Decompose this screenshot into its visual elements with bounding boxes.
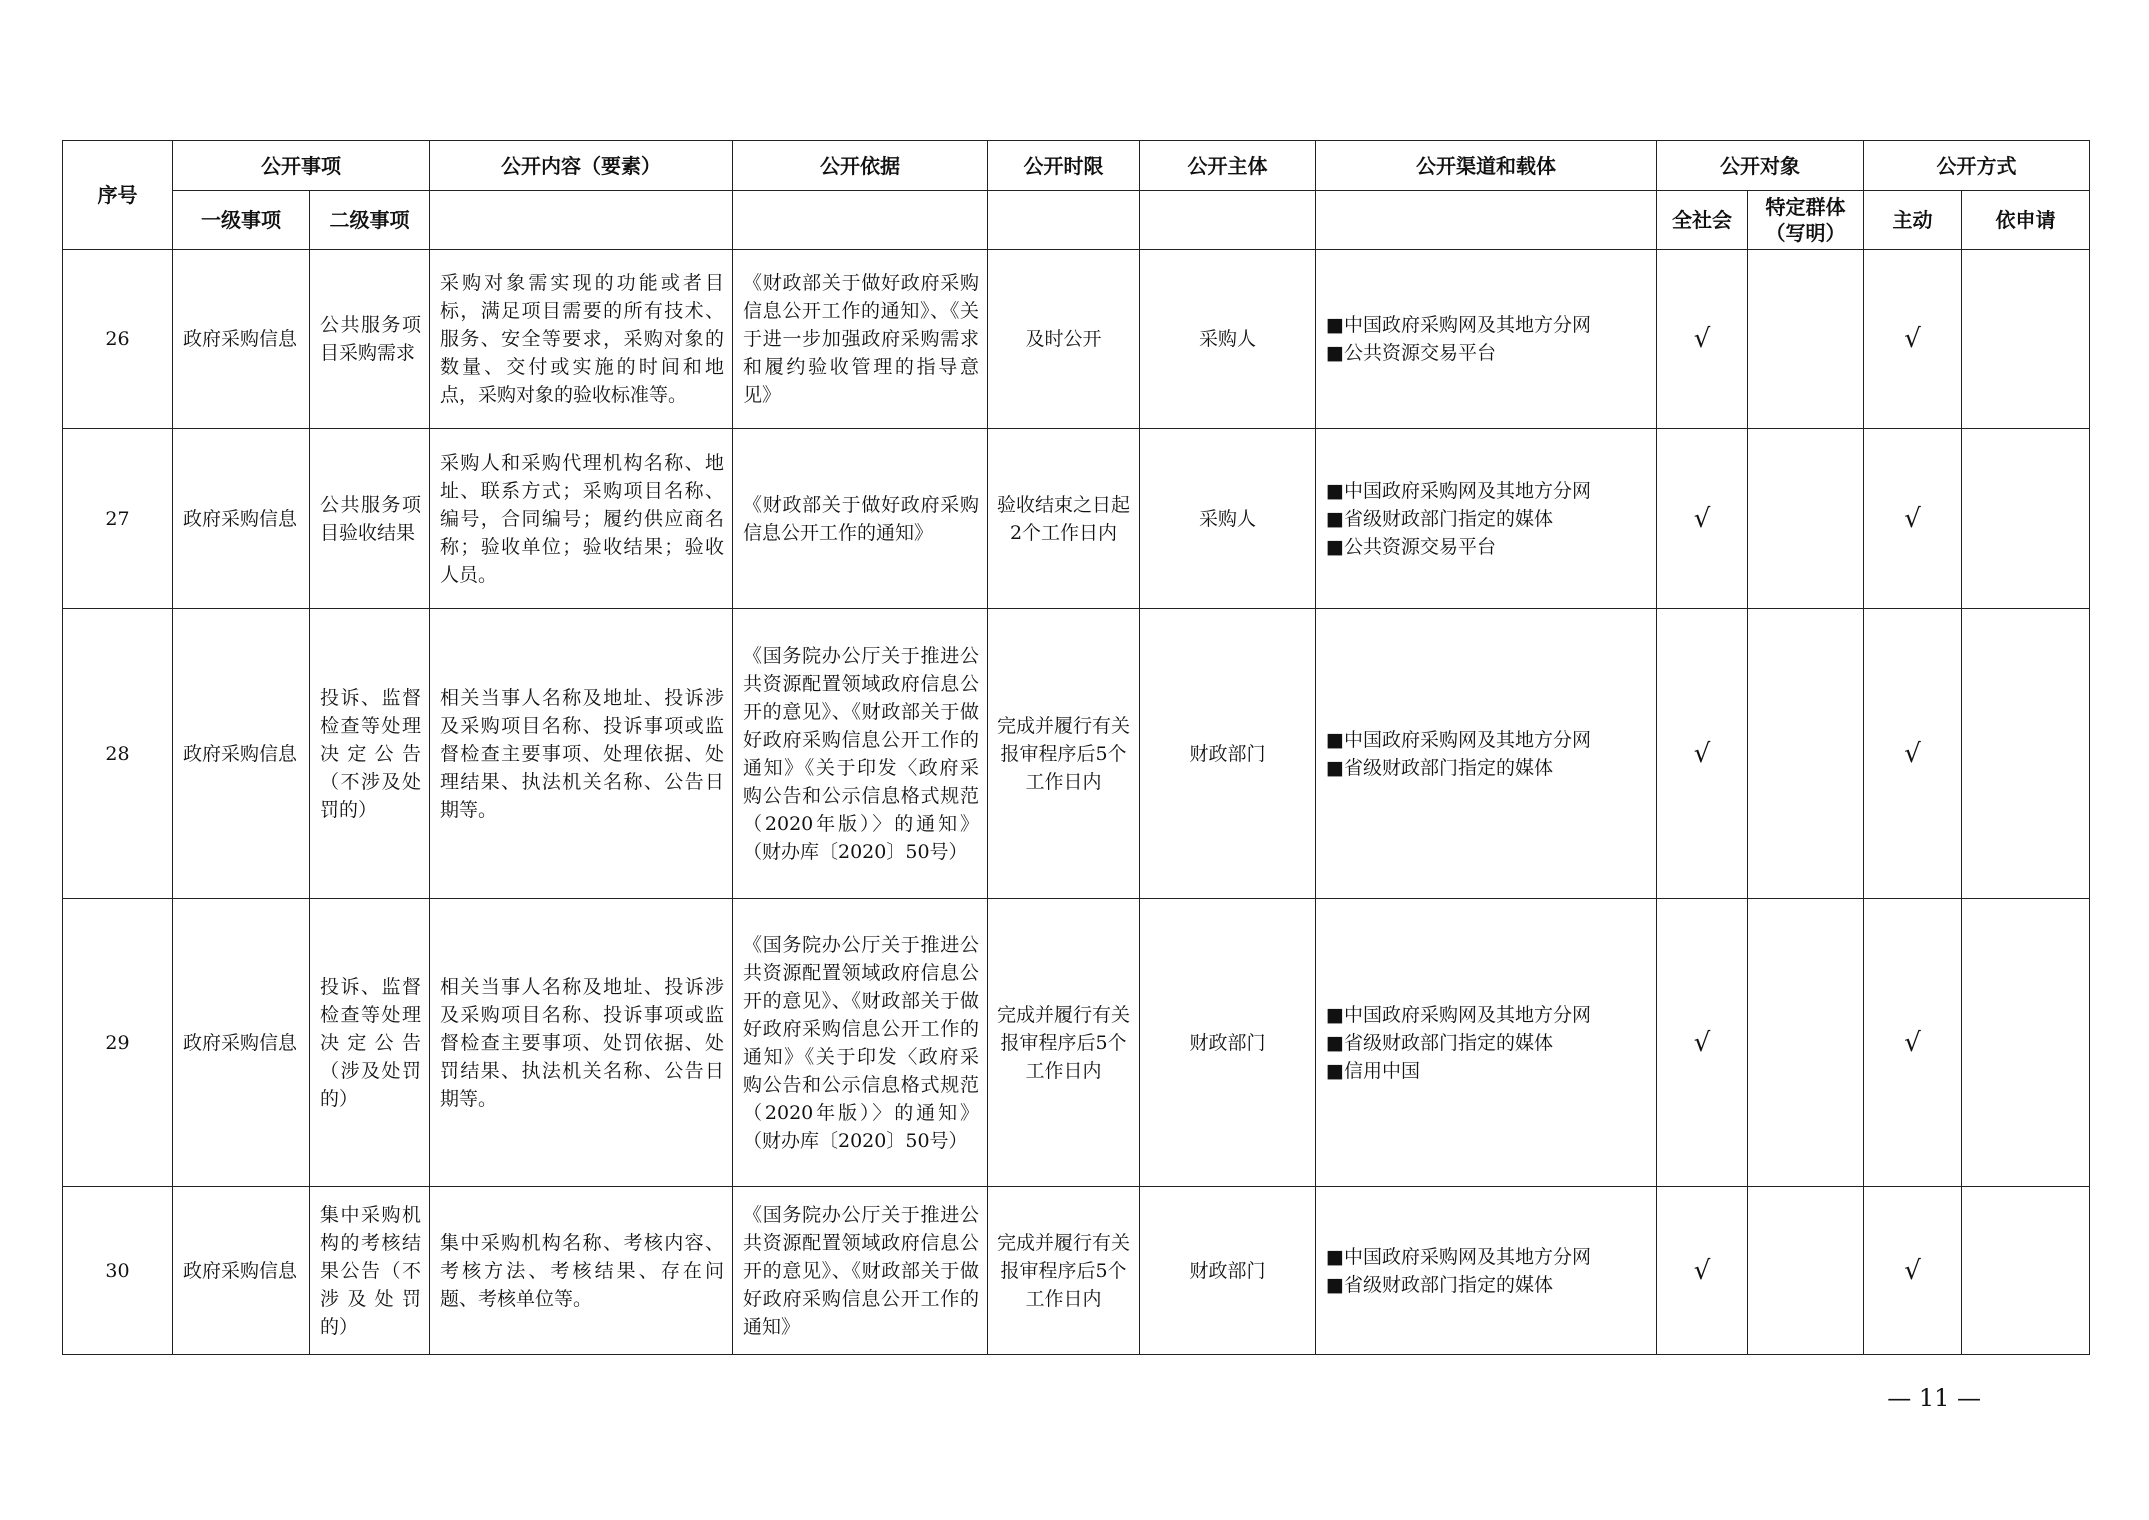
channel-item: ■中国政府采购网及其地方分网 <box>1326 728 1591 751</box>
row-subject: 财政部门 <box>1140 609 1316 899</box>
table-row <box>63 429 2090 609</box>
row-time: 完成并履行有关报审程序后5个工作日内 <box>988 899 1140 1187</box>
header-time: 公开时限 <box>988 141 1140 191</box>
header-mode-active: 主动 <box>1864 191 1962 250</box>
header-subject: 公开主体 <box>1140 141 1316 191</box>
check-mark: √ <box>1864 609 1962 899</box>
row-time: 完成并履行有关报审程序后5个工作日内 <box>988 609 1140 899</box>
check-mark: √ <box>1657 250 1748 429</box>
channel-item: ■省级财政部门指定的媒体 <box>1326 1031 1553 1054</box>
row-seq: 29 <box>63 899 173 1187</box>
row-channels <box>1316 1187 1657 1355</box>
channel-item: ■中国政府采购网及其地方分网 <box>1326 314 1591 336</box>
check-mark: √ <box>1864 250 1962 429</box>
header-target: 公开对象 <box>1657 141 1864 191</box>
row-level1: 政府采购信息 <box>173 899 310 1187</box>
check-mark: √ <box>1864 1187 1962 1355</box>
row-level2: 投诉、监督检查等处理决定公告（不涉及处罚的） <box>310 609 430 899</box>
row-time: 及时公开 <box>988 250 1140 429</box>
header-item-l2: 二级事项 <box>310 191 430 250</box>
table-row <box>63 250 2090 429</box>
channel-item: ■公共资源交易平台 <box>1326 535 1496 558</box>
row-subject: 财政部门 <box>1140 899 1316 1187</box>
row-content: 采购对象需实现的功能或者目标，满足项目需要的所有技术、服务、安全等要求，采购对象的数量、交付或实施的时间和地点，采购对象的验收标准等。 <box>430 250 733 429</box>
row-apply <box>1962 250 2090 429</box>
header-seq: 序号 <box>63 141 173 250</box>
channel-item: ■中国政府采购网及其地方分网 <box>1326 479 1591 502</box>
row-level1: 政府采购信息 <box>173 429 310 609</box>
row-channels <box>1316 429 1657 609</box>
channel-item: ■信用中国 <box>1326 1059 1420 1082</box>
disclosure-table <box>62 140 2090 1355</box>
row-apply <box>1962 609 2090 899</box>
row-group <box>1748 899 1864 1187</box>
row-content: 集中采购机构名称、考核内容、考核方法、考核结果、存在问题、考核单位等。 <box>430 1187 733 1355</box>
row-content: 相关当事人名称及地址、投诉涉及采购项目名称、投诉事项或监督检查主要事项、处罚依据、处罚结果、执法机关名称、公告日期等。 <box>430 899 733 1187</box>
table-row <box>63 1187 2090 1355</box>
row-level2: 公共服务项目验收结果 <box>310 429 430 609</box>
channel-item: ■省级财政部门指定的媒体 <box>1326 507 1553 530</box>
header-content-blank <box>430 191 733 250</box>
row-level1: 政府采购信息 <box>173 609 310 899</box>
row-level2: 投诉、监督检查等处理决定公告（涉及处罚的） <box>310 899 430 1187</box>
row-apply <box>1962 899 2090 1187</box>
channel-item: ■省级财政部门指定的媒体 <box>1326 756 1553 779</box>
row-basis: 《财政部关于做好政府采购信息公开工作的通知》 <box>733 429 988 609</box>
channel-item: ■公共资源交易平台 <box>1326 342 1496 364</box>
row-channels <box>1316 250 1657 429</box>
page-number: — 11 — <box>1887 1384 1981 1412</box>
row-basis: 《国务院办公厅关于推进公共资源配置领域政府信息公开的意见》、《财政部关于做好政府采购信息公开工作的通知》《关于印发〈政府采购公告和公示信息格式规范（2020年版）〉的通知》（财办库〔2020〕50号） <box>733 899 988 1187</box>
row-group <box>1748 250 1864 429</box>
header-channel-blank <box>1316 191 1657 250</box>
header-item: 公开事项 <box>173 141 430 191</box>
header-basis-blank <box>733 191 988 250</box>
check-mark: √ <box>1657 1187 1748 1355</box>
check-mark: √ <box>1657 429 1748 609</box>
header-basis: 公开依据 <box>733 141 988 191</box>
row-channels <box>1316 899 1657 1187</box>
header-mode-apply: 依申请 <box>1962 191 2090 250</box>
row-group <box>1748 1187 1864 1355</box>
row-level2: 公共服务项目采购需求 <box>310 250 430 429</box>
channel-item: ■中国政府采购网及其地方分网 <box>1326 1245 1591 1268</box>
row-level2: 集中采购机构的考核结果公告（不涉及处罚的） <box>310 1187 430 1355</box>
row-group <box>1748 429 1864 609</box>
row-content: 相关当事人名称及地址、投诉涉及采购项目名称、投诉事项或监督检查主要事项、处理依据、处理结果、执法机关名称、公告日期等。 <box>430 609 733 899</box>
check-mark: √ <box>1864 429 1962 609</box>
row-basis: 《国务院办公厅关于推进公共资源配置领域政府信息公开的意见》、《财政部关于做好政府采购信息公开工作的通知》 <box>733 1187 988 1355</box>
row-seq: 28 <box>63 609 173 899</box>
header-target-all: 全社会 <box>1657 191 1748 250</box>
row-level1: 政府采购信息 <box>173 1187 310 1355</box>
header-item-l1: 一级事项 <box>173 191 310 250</box>
header-channel: 公开渠道和载体 <box>1316 141 1657 191</box>
row-time: 完成并履行有关报审程序后5个工作日内 <box>988 1187 1140 1355</box>
row-level1: 政府采购信息 <box>173 250 310 429</box>
row-content: 采购人和采购代理机构名称、地址、联系方式；采购项目名称、编号，合同编号；履约供应商名称；验收单位；验收结果；验收人员。 <box>430 429 733 609</box>
row-subject: 采购人 <box>1140 250 1316 429</box>
header-content: 公开内容（要素） <box>430 141 733 191</box>
row-apply <box>1962 429 2090 609</box>
row-seq: 30 <box>63 1187 173 1355</box>
check-mark: √ <box>1864 899 1962 1187</box>
header-subject-blank <box>1140 191 1316 250</box>
row-channels <box>1316 609 1657 899</box>
table-row <box>63 609 2090 899</box>
channel-item: ■中国政府采购网及其地方分网 <box>1326 1003 1591 1026</box>
row-apply <box>1962 1187 2090 1355</box>
check-mark: √ <box>1657 609 1748 899</box>
row-subject: 财政部门 <box>1140 1187 1316 1355</box>
row-time: 验收结束之日起2个工作日内 <box>988 429 1140 609</box>
row-seq: 27 <box>63 429 173 609</box>
row-seq: 26 <box>63 250 173 429</box>
row-subject: 采购人 <box>1140 429 1316 609</box>
row-basis: 《财政部关于做好政府采购信息公开工作的通知》、《关于进一步加强政府采购需求和履约验收管理的指导意见》 <box>733 250 988 429</box>
table-row <box>63 899 2090 1187</box>
header-time-blank <box>988 191 1140 250</box>
row-basis: 《国务院办公厅关于推进公共资源配置领域政府信息公开的意见》、《财政部关于做好政府采购信息公开工作的通知》《关于印发〈政府采购公告和公示信息格式规范（2020年版）〉的通知》（财办库〔2020〕50号） <box>733 609 988 899</box>
header-mode: 公开方式 <box>1864 141 2090 191</box>
check-mark: √ <box>1657 899 1748 1187</box>
row-group <box>1748 609 1864 899</box>
header-target-group: 特定群体（写明） <box>1748 191 1864 250</box>
channel-item: ■省级财政部门指定的媒体 <box>1326 1273 1553 1296</box>
